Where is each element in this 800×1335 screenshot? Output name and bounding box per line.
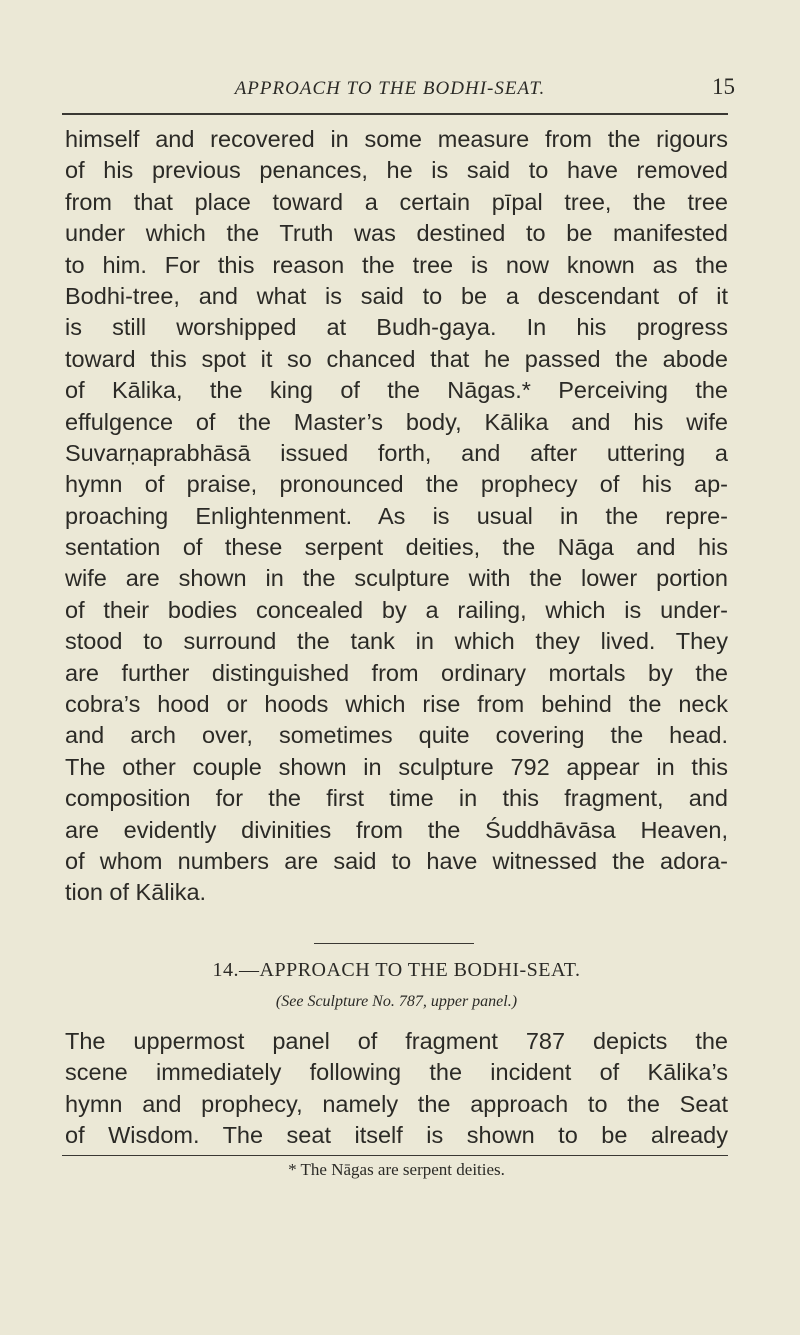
text-line: The other couple shown in sculpture 792 appear in this bbox=[65, 753, 728, 780]
footnote: * The Nāgas are serpent deities. bbox=[288, 1160, 505, 1179]
text-line: scene immediately following the incident of Kālika’s bbox=[65, 1059, 728, 1086]
text-line: from that place toward a certain pīpal tree, the tree bbox=[65, 188, 728, 215]
text-line: of whom numbers are said to have witnessed the adora- bbox=[65, 847, 728, 874]
paragraph-main bbox=[65, 124, 728, 909]
text-line: Suvarṇaprabhāsā issued forth, and after uttering a bbox=[65, 439, 728, 466]
text-line: cobra’s hood or hoods which rise from behind the neck bbox=[65, 691, 728, 718]
text-line: of their bodies concealed by a railing, which is under- bbox=[65, 596, 728, 623]
text-line: sentation of these serpent deities, the Nāga and his bbox=[65, 534, 728, 561]
text-line: is still worshipped at Budh-gaya. In his progress bbox=[65, 314, 728, 341]
section-divider bbox=[314, 943, 474, 944]
header-rule bbox=[62, 113, 728, 115]
text-line: to him. For this reason the tree is now known as the bbox=[65, 251, 728, 278]
section-subheading: (See Sculpture No. 787, upper panel.) bbox=[275, 993, 518, 1010]
text-line: tion of Kālika. bbox=[65, 879, 207, 906]
text-line: under which the Truth was destined to be manifested bbox=[65, 220, 728, 247]
text-line: and arch over, sometimes quite covering the head. bbox=[65, 722, 728, 749]
text-line: are evidently divinities from the Śuddhāvāsa Heaven, bbox=[65, 816, 728, 843]
text-line: hymn and prophecy, namely the approach to the Seat bbox=[65, 1090, 728, 1117]
text-line: effulgence of the Master’s body, Kālika and his wife bbox=[65, 408, 728, 435]
text-line: Bodhi-tree, and what is said to be a descendant of it bbox=[65, 282, 728, 309]
text-line: composition for the first time in this fragment, and bbox=[65, 785, 728, 812]
text-line: hymn of praise, pronounced the prophecy of his ap- bbox=[65, 471, 728, 498]
text-line: of Wisdom. The seat itself is shown to be already bbox=[65, 1122, 728, 1149]
paragraph-section bbox=[65, 1026, 728, 1152]
text-line: proaching Enlightenment. As is usual in the repre- bbox=[65, 502, 728, 529]
text-line: of his previous penances, he is said to have removed bbox=[65, 157, 728, 184]
running-title: APPROACH TO THE BODHI-SEAT. bbox=[234, 78, 546, 99]
section-heading: 14.—APPROACH TO THE BODHI-SEAT. bbox=[212, 959, 581, 981]
text-line: stood to surround the tank in which they lived. They bbox=[65, 628, 728, 655]
page-number: 15 bbox=[712, 74, 735, 99]
text-line: The uppermost panel of fragment 787 depicts the bbox=[65, 1028, 728, 1054]
footnote-rule bbox=[62, 1155, 728, 1156]
text-line: himself and recovered in some measure from the rigours bbox=[65, 126, 728, 152]
text-line: are further distinguished from ordinary mortals by the bbox=[65, 659, 728, 686]
text-line: toward this spot it so chanced that he passed the abode bbox=[65, 345, 728, 372]
text-line: of Kālika, the king of the Nāgas.* Perceiving the bbox=[65, 377, 728, 404]
text-line: wife are shown in the sculpture with the lower portion bbox=[65, 565, 728, 592]
